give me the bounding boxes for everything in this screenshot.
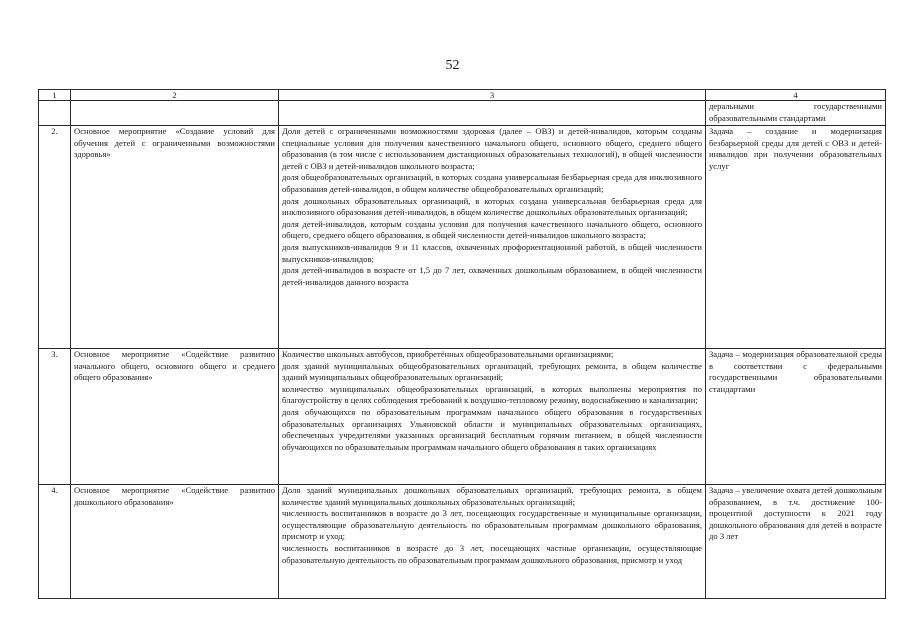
event-name: Основное мероприятие «Содействие развитию начального общего, основного общего и среднего общего образования» [71, 349, 279, 485]
indicator-text: численность воспитанников в возрасте до 3 лет, посещающих государственные и муниципальные организации, осуществляющие образовательную деятельность по образовательным программам дошкольного образования, присмотр и уход; [282, 508, 702, 542]
event-name: Основное мероприятие «Создание условий для обучения детей с ограниченными возможностями здоровья» [71, 126, 279, 349]
row-number: 3. [39, 349, 71, 485]
program-table [38, 89, 886, 599]
indicator-text: Доля зданий муниципальных дошкольных образовательных организаций, требующих ремонта, в общем количестве зданий муниципальных дошкольных образовательных организаций; [282, 485, 702, 507]
indicator-text: Количество школьных автобусов, приобретённых общеобразовательными организациями; [282, 349, 614, 359]
indicators-cell [279, 126, 706, 349]
row-number: 2. [39, 126, 71, 349]
table-header-row [39, 90, 886, 101]
indicator-text: доля выпускников-инвалидов 9 и 11 классов, охваченных профориентационной работой, в общей численности выпускников-инвалидов; [282, 241, 702, 264]
continuation-row [39, 101, 886, 126]
continuation-cell-1 [39, 101, 71, 126]
indicator-text: численность воспитанников в возрасте до 3 лет, посещающих частные организации, осуществляющие образовательную деятельность по образовательным программам дошкольного образования, присмотр и уход [282, 542, 702, 565]
column-number-3: 3 [279, 90, 706, 101]
column-number-2: 2 [71, 90, 279, 101]
task-text: Задача – модернизация образовательной среды в соответствии с федеральными государственными образовательными стандартами [706, 349, 886, 485]
indicators-cell [279, 485, 706, 599]
continuation-task-text: деральными государственными образовательными стандартами [706, 101, 886, 126]
row-number: 4. [39, 485, 71, 599]
page-number: 52 [445, 58, 460, 73]
continuation-cell-2 [71, 101, 279, 126]
indicator-text: доля детей-инвалидов, которым созданы условия для получения качественного начального общего, основного общего, среднего общего образования, в общей численности детей-инвалидов школьного возраста; [282, 218, 702, 241]
table-row [39, 485, 886, 599]
indicator-text: доля дошкольных образовательных организаций, в которых создана универсальная безбарьерная среда для инклюзивного образования детей-инвалидов, в общем количестве дошкольных образовательных организаций; [282, 195, 702, 218]
table-row [39, 126, 886, 349]
indicators-cell [279, 349, 706, 485]
indicator-text: Доля детей с ограниченными возможностями здоровья (далее – ОВЗ) и детей-инвалидов, которым созданы специальные условия для получения качественного начального общего, основного общего, среднего общего образования (в том числе с использованием дистанционных образовательных технологий), в общей численности детей с ОВЗ и детей-инвалидов школьного возраста; [282, 126, 702, 171]
column-number-4: 4 [706, 90, 886, 101]
event-name: Основное мероприятие «Содействие развитию дошкольного образования» [71, 485, 279, 599]
indicator-text: количество муниципальных общеобразовательных организаций, в которых выполнены мероприятия по благоустройству в целях соблюдения требований к воздушно-тепловому режиму, водоснабжению и канализации; [282, 383, 702, 406]
continuation-cell-3 [279, 101, 706, 126]
table-row [39, 349, 886, 485]
indicator-text: доля зданий муниципальных общеобразовательных организаций, требующих ремонта, в общем количестве зданий муниципальных общеобразовательных организаций; [282, 360, 702, 383]
indicator-text: доля общеобразовательных организаций, в которых создана универсальная безбарьерная среда для инклюзивного образования детей-инвалидов, в общем количестве общеобразовательных организаций; [282, 172, 702, 194]
task-text: Задача – создание и модернизация безбарьерной среды для детей с ОВЗ и детей-инвалидов при получении образовательных услуг [706, 126, 886, 349]
column-number-1: 1 [39, 90, 71, 101]
task-text: Задача – увеличение охвата детей дошкольным образованием, в т.ч. достижение 100-процентной доступности к 2021 году дошкольного образования для детей в возрасте до 3 лет [706, 485, 886, 599]
indicator-text: доля обучающихся по образовательным программам начального общего образования в государственных образовательных организациях Ульяновской области и муниципальных образовательных организациях, обеспеченных учредителями указанных организаций бесплатным горячим питанием, в общей численности обучающихся по образовательным программам начального общего образования в таких организациях [282, 406, 702, 452]
indicator-text: доля детей-инвалидов в возрасте от 1,5 до 7 лет, охваченных дошкольным образованием, в общей численности детей-инвалидов данного возраста [282, 265, 702, 287]
